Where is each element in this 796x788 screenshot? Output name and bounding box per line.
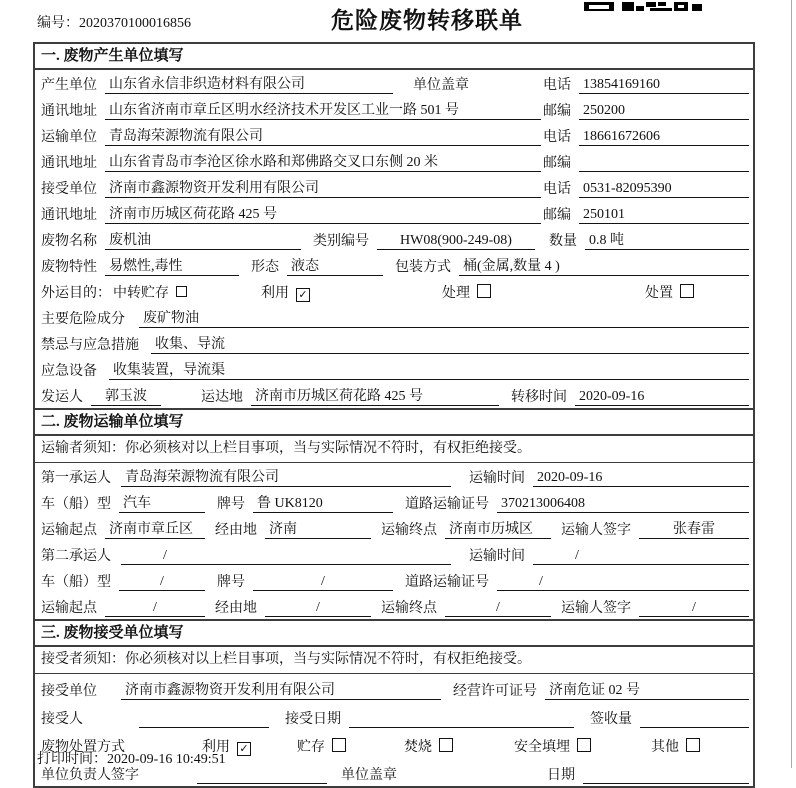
- origin-label: 运输起点: [41, 523, 97, 538]
- receipt-qty-value: [640, 711, 749, 728]
- transfer-time-label: 转移时间: [511, 390, 567, 405]
- row-taboo-measures: [35, 330, 753, 356]
- purpose-dispose-label: 处置: [645, 286, 673, 301]
- plate2-value: /: [253, 573, 393, 591]
- checkbox-method-use: ✓: [237, 742, 251, 756]
- row-consignor: [35, 382, 753, 408]
- receiver-phone-value: 0531-82095390: [579, 180, 749, 198]
- checkbox-purpose-treat: [477, 284, 491, 298]
- purpose-use-option: [261, 285, 310, 302]
- transport-unit-value: 青岛海荣源物流有限公司: [105, 128, 541, 146]
- row-first-route: [35, 515, 753, 541]
- row-producer-address: [35, 96, 753, 122]
- purpose-transit-label: 中转贮存: [113, 286, 169, 301]
- checkbox-purpose-use: ✓: [296, 288, 310, 302]
- date-value: [583, 767, 749, 784]
- carrier-sign-label: 运输人签字: [561, 601, 631, 616]
- zip-label: 邮编: [543, 104, 571, 119]
- road-permit2-value: /: [497, 573, 749, 591]
- qr-code-fragment-icon: [584, 0, 702, 16]
- receive-date-label: 接受日期: [285, 712, 341, 727]
- chief-sign-label: 单位负责人签字: [41, 768, 139, 783]
- via-value: 济南: [265, 521, 371, 539]
- packing-label: 包装方式: [395, 260, 451, 275]
- producer-phone-value: 13854169160: [579, 76, 749, 94]
- origin2-value: /: [105, 599, 205, 617]
- page-right-edge: [791, 0, 792, 768]
- purpose-transit-option: [113, 285, 187, 302]
- hazard-label: 主要危险成分: [41, 312, 125, 327]
- waste-traits-value: 易燃性,毒性: [105, 258, 239, 276]
- receiver-address-value: 济南市历城区荷花路 425 号: [105, 206, 541, 224]
- first-carrier-label: 第一承运人: [41, 471, 111, 486]
- destination-label: 运达地: [201, 390, 243, 405]
- receive-unit-label: 接受单位: [41, 182, 97, 197]
- license-value: 济南危证 02 号: [545, 682, 749, 700]
- first-carrier-time-value: 2020-09-16: [533, 469, 749, 487]
- method-other-label: 其他: [651, 740, 679, 755]
- purpose-label: 外运目的：: [41, 286, 111, 301]
- method-store-label: 贮存: [297, 740, 325, 755]
- terminus-label: 运输终点: [381, 601, 437, 616]
- plate-label: 牌号: [217, 575, 245, 590]
- receiver-person-label: 接受人: [41, 712, 83, 727]
- address-label: 通讯地址: [41, 156, 97, 171]
- checkbox-purpose-dispose: [680, 284, 694, 298]
- row-second-vehicle: [35, 567, 753, 593]
- row-transport-unit: [35, 122, 753, 148]
- receiver-person-value: [139, 711, 269, 728]
- purpose-dispose-option: [645, 284, 694, 302]
- hazard-value: 废矿物油: [139, 310, 749, 328]
- transfer-time-value: 2020-09-16: [575, 388, 749, 406]
- receiver-zip-value: 250101: [579, 206, 749, 224]
- consignor-label: 发运人: [41, 390, 83, 405]
- equipment-label: 应急设备: [41, 364, 97, 379]
- equipment-value: 收集装置，导流渠: [109, 362, 749, 380]
- receive-unit-label: 接受单位: [41, 684, 97, 699]
- checkbox-purpose-transit: [176, 286, 187, 297]
- method-use-label: 利用: [202, 740, 230, 755]
- road-permit-label: 道路运输证号: [405, 575, 489, 590]
- waste-traits-label: 废物特性: [41, 260, 97, 275]
- producer-unit-value: 山东省永信非织造材料有限公司: [105, 76, 393, 94]
- producer-zip-value: 250200: [579, 102, 749, 120]
- row-second-carrier: [35, 541, 753, 567]
- serial-label: 编号：: [37, 16, 79, 31]
- purpose-treat-option: [442, 284, 491, 302]
- checkbox-method-other: [686, 738, 700, 752]
- transport-time-label: 运输时间: [469, 471, 525, 486]
- phone-label: 电话: [543, 78, 571, 93]
- second-carrier-label: 第二承运人: [41, 549, 111, 564]
- method-burn-option: [404, 738, 453, 756]
- second-carrier-value: /: [121, 547, 451, 565]
- phone-label: 电话: [543, 130, 571, 145]
- via2-value: /: [265, 599, 371, 617]
- category-code-value: HW08(900-249-08): [377, 232, 535, 250]
- carrier-sign2-value: /: [639, 599, 749, 617]
- category-code-label: 类别编号: [313, 234, 369, 249]
- row-receiver-address: [35, 200, 753, 226]
- row-transporter-address: [35, 148, 753, 174]
- transporter-phone-value: 18661672606: [579, 128, 749, 146]
- row-waste-traits: [35, 252, 753, 278]
- method-burn-label: 焚烧: [404, 740, 432, 755]
- serial-number: [37, 12, 191, 32]
- address-label: 通讯地址: [41, 104, 97, 119]
- carrier-sign-value: 张春雷: [639, 521, 749, 539]
- taboo-value: 收集、导流: [151, 336, 749, 354]
- checkbox-method-store: [332, 738, 346, 752]
- quantity-value: 0.8 吨: [585, 232, 749, 250]
- disposal-label: 废物处置方式: [41, 740, 125, 755]
- row-waste-name: [35, 226, 753, 252]
- row-receiving-unit: [35, 674, 753, 702]
- road-permit-value: 370213006408: [497, 495, 749, 513]
- transport-unit-label: 运输单位: [41, 130, 97, 145]
- method-landfill-label: 安全填埋: [514, 740, 570, 755]
- terminus-label: 运输终点: [381, 523, 437, 538]
- row-second-route: [35, 593, 753, 619]
- purpose-treat-label: 处理: [442, 286, 470, 301]
- checkbox-method-burn: [439, 738, 453, 752]
- state-label: 形态: [251, 260, 279, 275]
- chief-sign-value: [197, 767, 327, 784]
- hazardous-waste-transfer-form: [33, 42, 755, 788]
- page-title: 危险废物转移联单: [331, 8, 523, 33]
- zip-label: 邮编: [543, 156, 571, 171]
- terminus-value: 济南市历城区: [445, 521, 551, 539]
- waste-name-value: 废机油: [105, 232, 301, 250]
- license-label: 经营许可证号: [453, 684, 537, 699]
- row-emergency-equipment: [35, 356, 753, 382]
- origin-value: 济南市章丘区: [105, 521, 205, 539]
- waste-name-label: 废物名称: [41, 234, 97, 249]
- row-producer-unit: [35, 70, 753, 96]
- receiver-notice: 接受者须知：你必须核对以上栏目事项，当与实际情况不符时，有权拒绝接受。: [35, 647, 753, 674]
- destination-value: 济南市历城区荷花路 425 号: [251, 388, 499, 406]
- origin-label: 运输起点: [41, 601, 97, 616]
- producer-unit-label: 产生单位: [41, 78, 97, 93]
- terminus2-value: /: [445, 599, 551, 617]
- receive-unit-value: 济南市鑫源物资开发利用有限公司: [105, 180, 541, 198]
- row-main-hazard: [35, 304, 753, 330]
- road-permit-label: 道路运输证号: [405, 497, 489, 512]
- carrier-sign-label: 运输人签字: [561, 523, 631, 538]
- checkbox-method-landfill: [577, 738, 591, 752]
- quantity-label: 数量: [549, 234, 577, 249]
- row-receiver-person: [35, 702, 753, 730]
- receive-date-value: [349, 711, 574, 728]
- vehicle-type-value: 汽车: [119, 495, 205, 513]
- row-receive-unit: [35, 174, 753, 200]
- serial-value: 2020370100016856: [79, 16, 191, 31]
- taboo-label: 禁忌与应急措施: [41, 338, 139, 353]
- vehicle-type-label: 车（船）型: [41, 497, 111, 512]
- print-time: [37, 748, 226, 768]
- producer-address-value: 山东省济南市章丘区明水经济技术开发区工业一路 501 号: [105, 102, 541, 120]
- address-label: 通讯地址: [41, 208, 97, 223]
- row-first-vehicle: [35, 489, 753, 515]
- vehicle-type-label: 车（船）型: [41, 575, 111, 590]
- transporter-notice: 运输者须知：你必须核对以上栏目事项，当与实际情况不符时，有权拒绝接受。: [35, 436, 753, 463]
- section2-header: 二. 废物运输单位填写: [35, 408, 753, 436]
- row-first-carrier: [35, 463, 753, 489]
- transport-time-label: 运输时间: [469, 549, 525, 564]
- transporter-address-value: 山东省青岛市李沧区徐水路和郑佛路交叉口东侧 20 米: [105, 154, 541, 172]
- unit-seal-label: 单位盖章: [341, 768, 397, 783]
- via-label: 经由地: [215, 601, 257, 616]
- method-landfill-option: [514, 738, 591, 756]
- unit-seal-label: 单位盖章: [413, 78, 469, 93]
- first-carrier-value: 青岛海荣源物流有限公司: [121, 469, 451, 487]
- method-store-option: [297, 738, 346, 756]
- plate-label: 牌号: [217, 497, 245, 512]
- phone-label: 电话: [543, 182, 571, 197]
- receiving-unit-value: 济南市鑫源物资开发利用有限公司: [121, 682, 441, 700]
- via-label: 经由地: [215, 523, 257, 538]
- vehicle-type2-value: /: [119, 573, 205, 591]
- row-transfer-purpose: [35, 278, 753, 304]
- method-other-option: [651, 738, 700, 756]
- consignor-value: 郭玉波: [91, 388, 161, 406]
- purpose-use-label: 利用: [261, 286, 289, 301]
- print-time-label: 打印时间：: [37, 752, 107, 767]
- zip-label: 邮编: [543, 208, 571, 223]
- section1-header: 一. 废物产生单位填写: [35, 44, 753, 70]
- transporter-zip-value: [579, 155, 749, 172]
- date-label: 日期: [547, 768, 575, 783]
- section3-header: 三. 废物接受单位填写: [35, 619, 753, 647]
- plate-value: 鲁 UK8120: [253, 495, 393, 513]
- packing-value: 桶(金属,数量 4 ): [459, 258, 749, 276]
- receipt-qty-label: 签收量: [590, 712, 632, 727]
- second-carrier-time-value: /: [533, 547, 749, 565]
- print-time-value: 2020-09-16 10:49:51: [107, 752, 226, 767]
- state-value: 液态: [287, 258, 383, 276]
